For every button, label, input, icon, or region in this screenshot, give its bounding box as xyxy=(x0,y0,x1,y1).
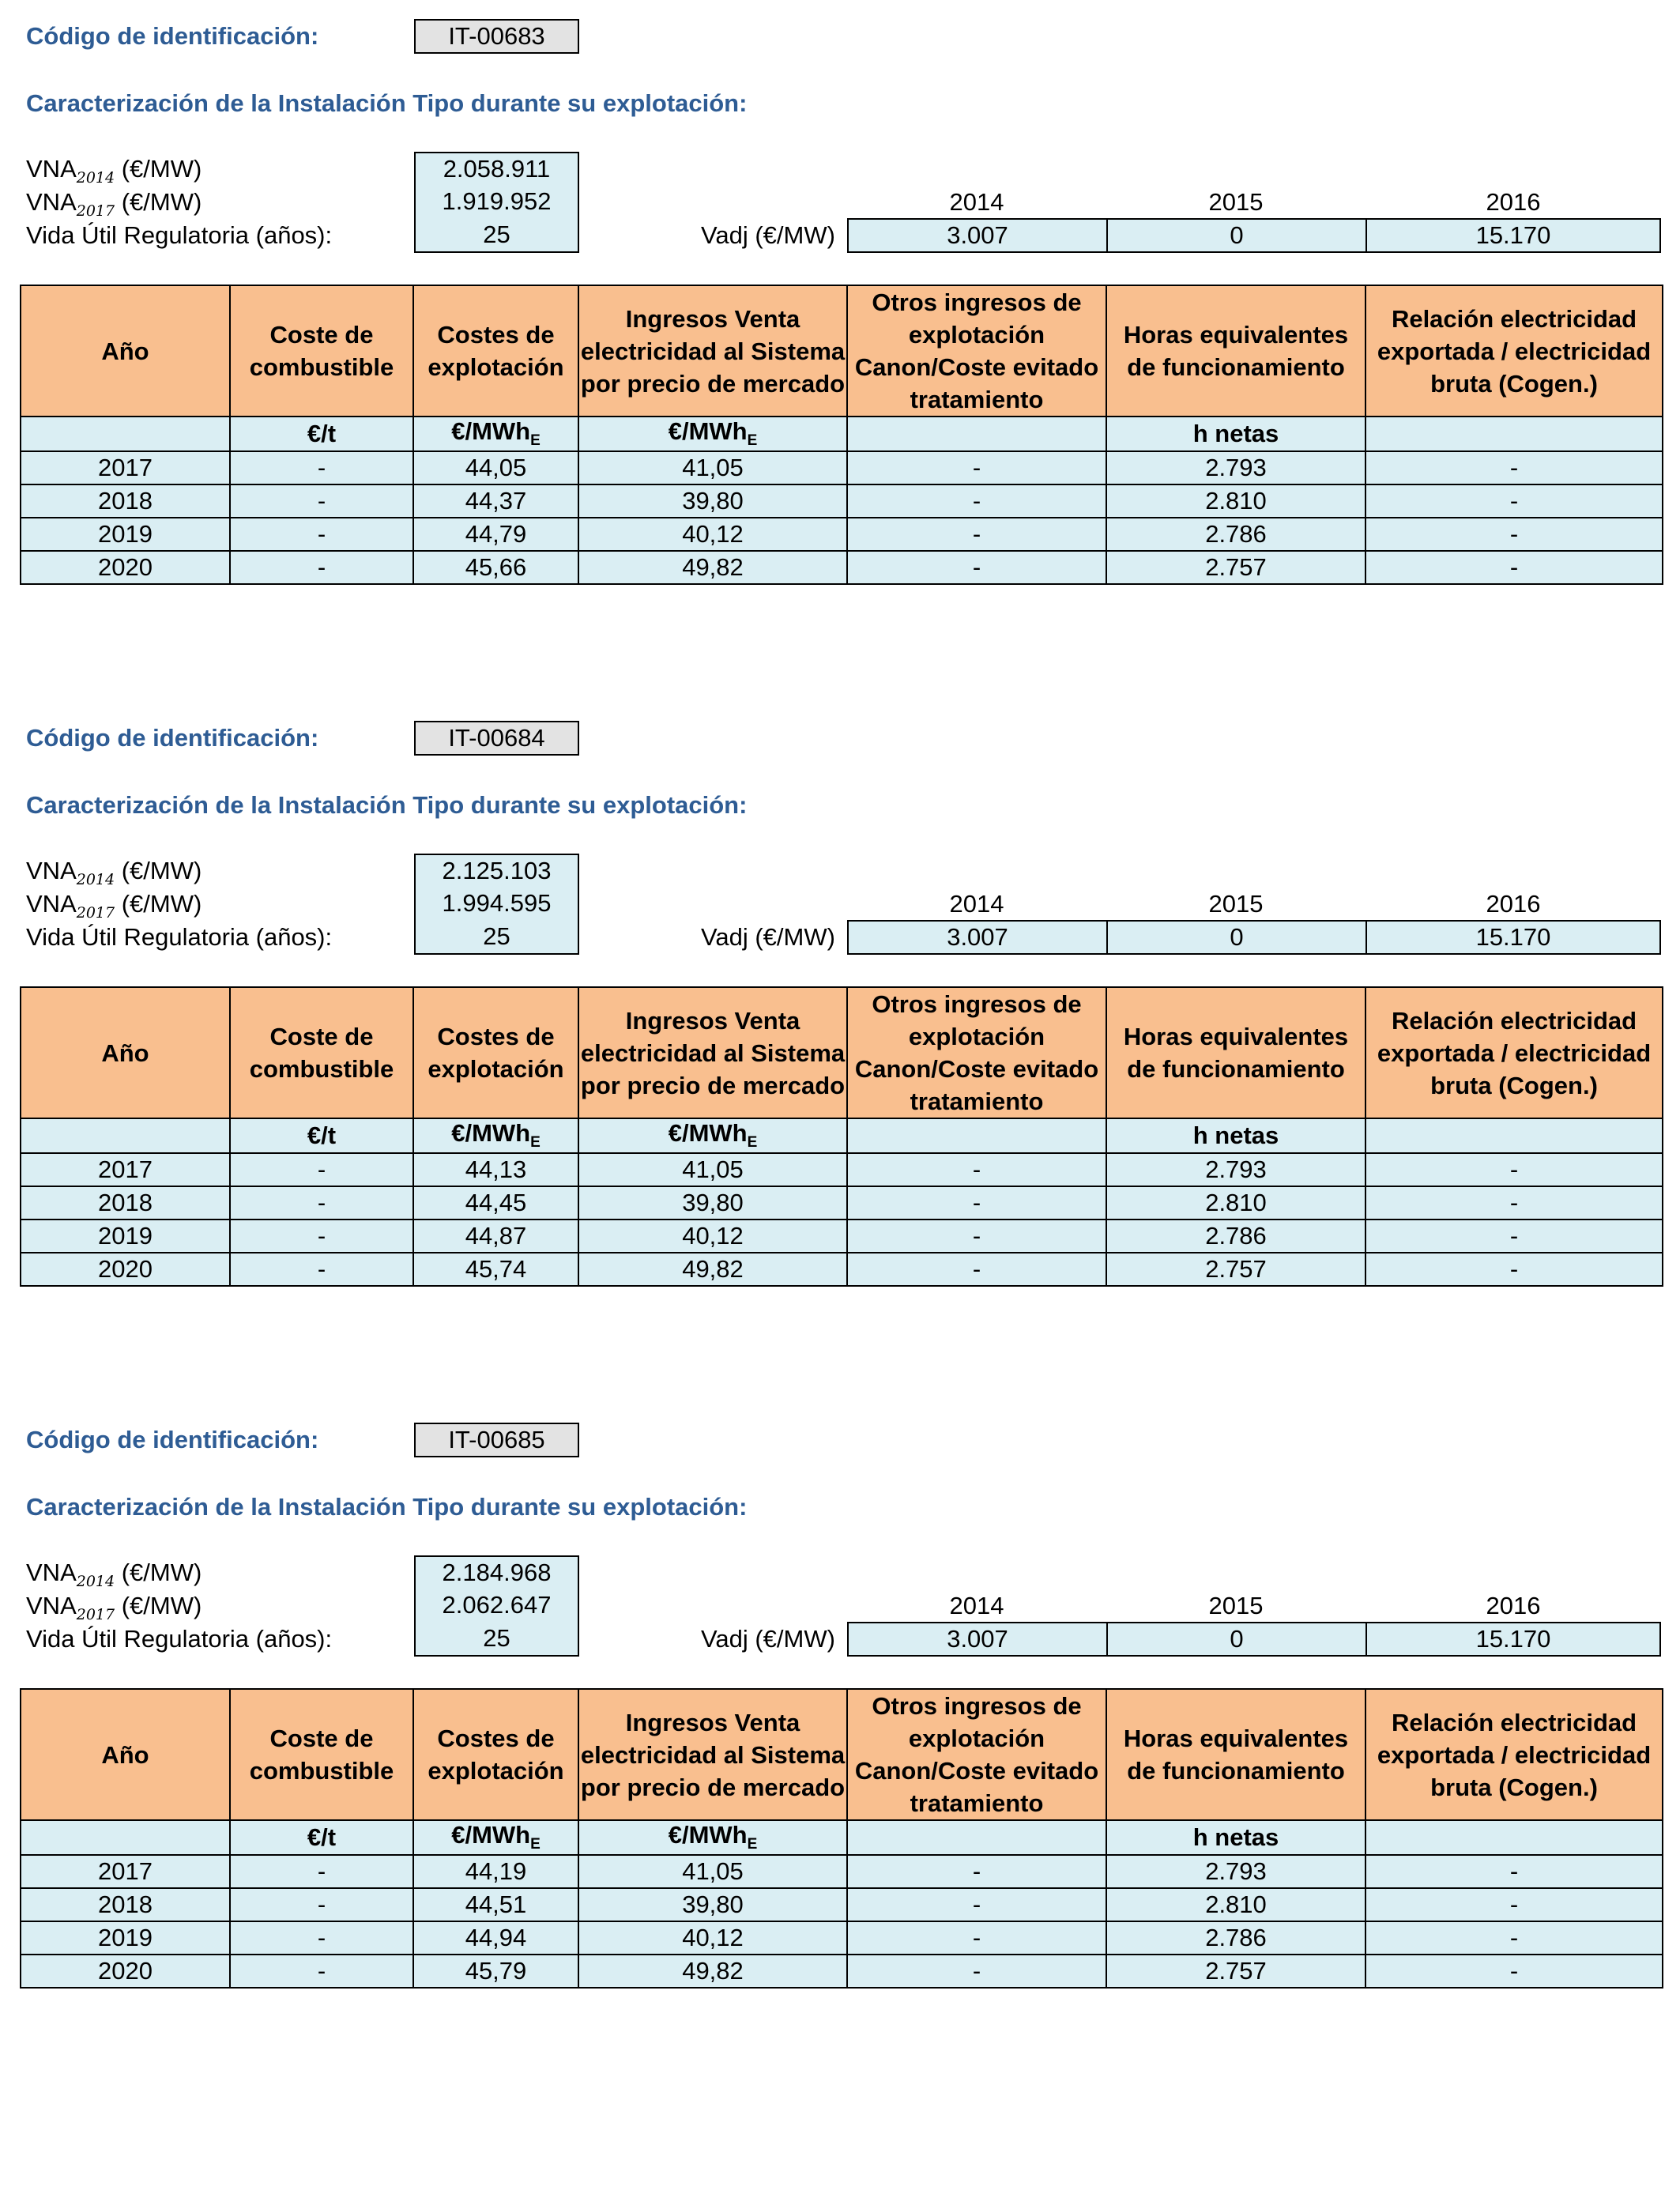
codigo-label: Código de identificación: xyxy=(26,22,319,50)
header-costes-explotacion: Costes de explotación xyxy=(413,1689,578,1820)
explotacion-table xyxy=(20,285,1663,585)
cell-relacion: - xyxy=(1365,1888,1663,1921)
unit-mwh-ingresos: €/MWh$_E$ xyxy=(578,1820,847,1855)
table-row xyxy=(21,518,1663,551)
vna2014-value: 2.184.968 xyxy=(414,1555,579,1590)
vadj-year-2014: 2014 xyxy=(949,890,1004,918)
cell-explotacion: 44,87 xyxy=(413,1220,578,1253)
vida-util-value: 25 xyxy=(414,920,579,955)
cell-relacion: - xyxy=(1365,1921,1663,1955)
cell-combustible: - xyxy=(230,484,413,518)
header-horas: Horas equivalentes de funcionamiento xyxy=(1106,285,1365,417)
cell-ingresos: 40,12 xyxy=(578,1921,847,1955)
cell-relacion: - xyxy=(1365,551,1663,584)
header-ingresos-venta: Ingresos Venta electricidad al Sistema por precio de mercado xyxy=(578,1689,847,1820)
installation-section xyxy=(0,1404,1680,2004)
vadj-values-row xyxy=(847,218,1661,253)
cell-otros: - xyxy=(847,1153,1106,1186)
cell-combustible: - xyxy=(230,1855,413,1888)
vadj-year-2016: 2016 xyxy=(1486,890,1541,918)
vadj-value-2016: 15.170 xyxy=(1475,221,1551,249)
header-otros-ingresos: Otros ingresos de explotación Canon/Coste evitado tratamiento xyxy=(847,1689,1106,1820)
unit-h-netas: h netas xyxy=(1106,417,1365,451)
cell-combustible: - xyxy=(230,1220,413,1253)
vida-util-label: Vida Útil Regulatoria (años): xyxy=(26,1625,333,1653)
vadj-year-2015: 2015 xyxy=(1208,1592,1264,1619)
cell-otros: - xyxy=(847,1921,1106,1955)
cell-combustible: - xyxy=(230,1888,413,1921)
vadj-label: Vadj (€/MW) xyxy=(701,923,835,951)
vadj-value-2016: 15.170 xyxy=(1475,923,1551,951)
vida-util-value: 25 xyxy=(414,1622,579,1657)
unit-euro-t: €/t xyxy=(230,1820,413,1855)
unit-mwh-ingresos: €/MWh$_E$ xyxy=(578,1118,847,1153)
vna2017-label: $VNA_{2017}$ (€/MW) xyxy=(26,890,202,922)
vadj-value-2014: 3.007 xyxy=(849,220,1108,251)
unit-mwh-ingresos: €/MWh$_E$ xyxy=(578,417,847,451)
vida-util-label: Vida Útil Regulatoria (años): xyxy=(26,221,333,249)
header-coste-combustible: Coste de combustible xyxy=(230,285,413,417)
vadj-values-row xyxy=(847,920,1661,955)
cell-explotacion: 44,37 xyxy=(413,484,578,518)
unit-relacion xyxy=(1365,1820,1663,1855)
table-row xyxy=(21,1855,1663,1888)
vna2017-value: 1.994.595 xyxy=(414,887,579,922)
unit-mwh-explotacion: €/MWh$_E$ xyxy=(413,1118,578,1153)
cell-ingresos: 40,12 xyxy=(578,1220,847,1253)
cell-horas: 2.810 xyxy=(1106,1888,1365,1921)
cell-otros: - xyxy=(847,1186,1106,1220)
vadj-year-2014: 2014 xyxy=(949,1592,1004,1619)
header-coste-combustible: Coste de combustible xyxy=(230,1689,413,1820)
vadj-year-2015: 2015 xyxy=(1208,890,1264,918)
cell-combustible: - xyxy=(230,1153,413,1186)
vida-util-value: 25 xyxy=(414,218,579,253)
cell-horas: 2.757 xyxy=(1106,1955,1365,1988)
cell-ano: 2017 xyxy=(21,1855,230,1888)
vna2017-value: 1.919.952 xyxy=(414,185,579,220)
unit-otros xyxy=(847,1820,1106,1855)
header-horas: Horas equivalentes de funcionamiento xyxy=(1106,987,1365,1118)
cell-ingresos: 39,80 xyxy=(578,484,847,518)
codigo-label: Código de identificación: xyxy=(26,724,319,752)
cell-otros: - xyxy=(847,451,1106,484)
header-row xyxy=(21,1689,1663,1820)
vna2017-label: $VNA_{2017}$ (€/MW) xyxy=(26,1592,202,1624)
cell-explotacion: 45,79 xyxy=(413,1955,578,1988)
cell-ano: 2018 xyxy=(21,484,230,518)
cell-horas: 2.757 xyxy=(1106,1253,1365,1286)
unit-relacion xyxy=(1365,417,1663,451)
cell-ingresos: 40,12 xyxy=(578,518,847,551)
vadj-year-2014: 2014 xyxy=(949,188,1004,216)
cell-horas: 2.757 xyxy=(1106,551,1365,584)
vadj-value-2016: 15.170 xyxy=(1475,1625,1551,1653)
cell-relacion: - xyxy=(1365,1855,1663,1888)
unit-ano xyxy=(21,1118,230,1153)
cell-otros: - xyxy=(847,1955,1106,1988)
cell-horas: 2.793 xyxy=(1106,1153,1365,1186)
codigo-value: IT-00684 xyxy=(414,721,579,756)
codigo-value: IT-00683 xyxy=(414,19,579,54)
cell-relacion: - xyxy=(1365,1220,1663,1253)
table-row xyxy=(21,1955,1663,1988)
explotacion-table xyxy=(20,986,1663,1287)
cell-otros: - xyxy=(847,551,1106,584)
vadj-value-2014: 3.007 xyxy=(849,1623,1108,1655)
header-otros-ingresos: Otros ingresos de explotación Canon/Coste evitado tratamiento xyxy=(847,285,1106,417)
unit-mwh-explotacion: €/MWh$_E$ xyxy=(413,417,578,451)
unit-h-netas: h netas xyxy=(1106,1820,1365,1855)
unit-relacion xyxy=(1365,1118,1663,1153)
table-row xyxy=(21,1888,1663,1921)
cell-ano: 2020 xyxy=(21,1253,230,1286)
cell-horas: 2.786 xyxy=(1106,518,1365,551)
cell-ano: 2019 xyxy=(21,1220,230,1253)
header-ano: Año xyxy=(21,987,230,1118)
header-otros-ingresos: Otros ingresos de explotación Canon/Coste evitado tratamiento xyxy=(847,987,1106,1118)
cell-horas: 2.786 xyxy=(1106,1921,1365,1955)
cell-combustible: - xyxy=(230,518,413,551)
cell-horas: 2.793 xyxy=(1106,451,1365,484)
table-row xyxy=(21,1253,1663,1286)
vadj-year-2016: 2016 xyxy=(1486,1592,1541,1619)
vna2017-value: 2.062.647 xyxy=(414,1589,579,1623)
cell-relacion: - xyxy=(1365,484,1663,518)
cell-horas: 2.810 xyxy=(1106,1186,1365,1220)
cell-otros: - xyxy=(847,518,1106,551)
cell-ingresos: 39,80 xyxy=(578,1888,847,1921)
vadj-year-2015: 2015 xyxy=(1208,188,1264,216)
installation-section xyxy=(0,702,1680,1302)
codigo-label: Código de identificación: xyxy=(26,1426,319,1453)
cell-otros: - xyxy=(847,1855,1106,1888)
vadj-value-2015: 0 xyxy=(1108,220,1367,251)
vadj-values-row xyxy=(847,1622,1661,1657)
header-costes-explotacion: Costes de explotación xyxy=(413,987,578,1118)
cell-otros: - xyxy=(847,1888,1106,1921)
cell-explotacion: 45,66 xyxy=(413,551,578,584)
cell-relacion: - xyxy=(1365,1253,1663,1286)
cell-ingresos: 49,82 xyxy=(578,1955,847,1988)
table-row xyxy=(21,1220,1663,1253)
table-row xyxy=(21,1153,1663,1186)
cell-ano: 2017 xyxy=(21,1153,230,1186)
vadj-value-2015: 0 xyxy=(1108,922,1367,953)
vna2014-value: 2.058.911 xyxy=(414,152,579,187)
cell-relacion: - xyxy=(1365,1153,1663,1186)
cell-relacion: - xyxy=(1365,518,1663,551)
cell-relacion: - xyxy=(1365,1955,1663,1988)
header-ingresos-venta: Ingresos Venta electricidad al Sistema por precio de mercado xyxy=(578,285,847,417)
header-ano: Año xyxy=(21,285,230,417)
table-row xyxy=(21,1921,1663,1955)
vna2014-label: $VNA_{2014}$ (€/MW) xyxy=(26,857,202,889)
caracterizacion-heading: Caracterización de la Instalación Tipo durante su explotación: xyxy=(26,1493,748,1521)
cell-explotacion: 44,79 xyxy=(413,518,578,551)
cell-ingresos: 41,05 xyxy=(578,1153,847,1186)
vna2017-label: $VNA_{2017}$ (€/MW) xyxy=(26,188,202,221)
vadj-value-2015: 0 xyxy=(1108,1623,1367,1655)
table-row xyxy=(21,551,1663,584)
header-relacion: Relación electricidad exportada / electricidad bruta (Cogen.) xyxy=(1365,1689,1663,1820)
cell-ingresos: 41,05 xyxy=(578,451,847,484)
header-ingresos-venta: Ingresos Venta electricidad al Sistema por precio de mercado xyxy=(578,987,847,1118)
cell-explotacion: 44,19 xyxy=(413,1855,578,1888)
header-ano: Año xyxy=(21,1689,230,1820)
header-relacion: Relación electricidad exportada / electricidad bruta (Cogen.) xyxy=(1365,285,1663,417)
cell-combustible: - xyxy=(230,1921,413,1955)
vna2014-value: 2.125.103 xyxy=(414,854,579,888)
cell-otros: - xyxy=(847,484,1106,518)
cell-ingresos: 49,82 xyxy=(578,551,847,584)
cell-horas: 2.793 xyxy=(1106,1855,1365,1888)
header-costes-explotacion: Costes de explotación xyxy=(413,285,578,417)
unit-mwh-explotacion: €/MWh$_E$ xyxy=(413,1820,578,1855)
cell-ano: 2020 xyxy=(21,551,230,584)
unit-ano xyxy=(21,1820,230,1855)
cell-ano: 2017 xyxy=(21,451,230,484)
cell-ano: 2019 xyxy=(21,1921,230,1955)
explotacion-table xyxy=(20,1688,1663,1989)
cell-ano: 2018 xyxy=(21,1888,230,1921)
cell-ingresos: 39,80 xyxy=(578,1186,847,1220)
cell-explotacion: 44,45 xyxy=(413,1186,578,1220)
header-row xyxy=(21,987,1663,1118)
cell-ingresos: 49,82 xyxy=(578,1253,847,1286)
cell-relacion: - xyxy=(1365,451,1663,484)
header-horas: Horas equivalentes de funcionamiento xyxy=(1106,1689,1365,1820)
table-row xyxy=(21,484,1663,518)
cell-ano: 2019 xyxy=(21,518,230,551)
units-row xyxy=(21,417,1663,451)
vadj-label: Vadj (€/MW) xyxy=(701,1625,835,1653)
cell-ano: 2018 xyxy=(21,1186,230,1220)
cell-otros: - xyxy=(847,1253,1106,1286)
cell-combustible: - xyxy=(230,451,413,484)
unit-euro-t: €/t xyxy=(230,1118,413,1153)
vadj-label: Vadj (€/MW) xyxy=(701,221,835,249)
cell-explotacion: 44,13 xyxy=(413,1153,578,1186)
units-row xyxy=(21,1118,1663,1153)
table-row xyxy=(21,451,1663,484)
cell-explotacion: 44,94 xyxy=(413,1921,578,1955)
installation-section xyxy=(0,0,1680,601)
unit-euro-t: €/t xyxy=(230,417,413,451)
cell-otros: - xyxy=(847,1220,1106,1253)
cell-ingresos: 41,05 xyxy=(578,1855,847,1888)
header-row xyxy=(21,285,1663,417)
cell-explotacion: 45,74 xyxy=(413,1253,578,1286)
caracterizacion-heading: Caracterización de la Instalación Tipo durante su explotación: xyxy=(26,791,748,819)
vna2014-label: $VNA_{2014}$ (€/MW) xyxy=(26,155,202,187)
header-relacion: Relación electricidad exportada / electricidad bruta (Cogen.) xyxy=(1365,987,1663,1118)
cell-horas: 2.786 xyxy=(1106,1220,1365,1253)
units-row xyxy=(21,1820,1663,1855)
vadj-value-2014: 3.007 xyxy=(849,922,1108,953)
vna2014-label: $VNA_{2014}$ (€/MW) xyxy=(26,1559,202,1591)
cell-explotacion: 44,51 xyxy=(413,1888,578,1921)
vida-util-label: Vida Útil Regulatoria (años): xyxy=(26,923,333,951)
cell-combustible: - xyxy=(230,1186,413,1220)
unit-ano xyxy=(21,417,230,451)
unit-otros xyxy=(847,417,1106,451)
table-row xyxy=(21,1186,1663,1220)
unit-h-netas: h netas xyxy=(1106,1118,1365,1153)
cell-combustible: - xyxy=(230,551,413,584)
unit-otros xyxy=(847,1118,1106,1153)
cell-horas: 2.810 xyxy=(1106,484,1365,518)
cell-ano: 2020 xyxy=(21,1955,230,1988)
cell-explotacion: 44,05 xyxy=(413,451,578,484)
cell-combustible: - xyxy=(230,1955,413,1988)
header-coste-combustible: Coste de combustible xyxy=(230,987,413,1118)
cell-relacion: - xyxy=(1365,1186,1663,1220)
caracterizacion-heading: Caracterización de la Instalación Tipo durante su explotación: xyxy=(26,89,748,117)
cell-combustible: - xyxy=(230,1253,413,1286)
codigo-value: IT-00685 xyxy=(414,1423,579,1457)
vadj-year-2016: 2016 xyxy=(1486,188,1541,216)
